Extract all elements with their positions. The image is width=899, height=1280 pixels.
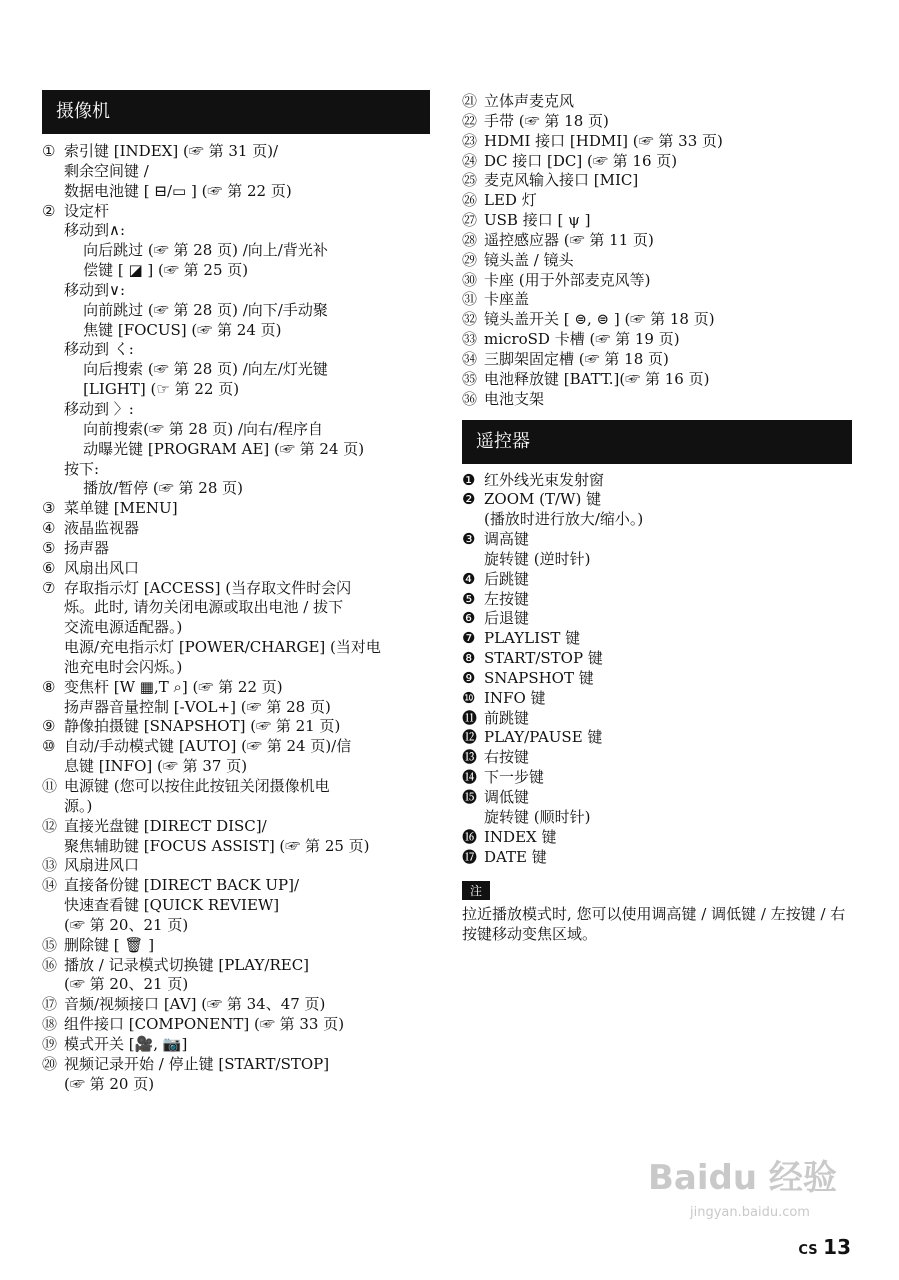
item-number: ⓭ [462,748,478,767]
item-text: 向前跳过 (☞ 第 28 页) /向下/手动聚 [64,300,328,319]
item-text: 音频/视频接口 [AV] (☞ 第 34、47 页) [64,995,326,1014]
list-item [462,629,852,649]
item-number: ⑮ [42,935,58,954]
list-item [42,281,430,301]
item-number: ❻ [462,609,476,628]
list-item [462,728,852,748]
item-text: START/STOP 键 [484,649,603,668]
item-number [462,550,484,570]
item-text: 移动到 く: [64,340,134,359]
item-text: (播放时进行放大/缩小。) [484,510,644,529]
note-label: 注 [462,881,490,900]
item-number: ② [42,201,56,220]
item-text: 手带 (☞ 第 18 页) [484,111,609,130]
item-text: 下一步键 [484,768,545,787]
item-text: (☞ 第 20 页) [64,1074,155,1093]
item-number [42,420,64,440]
list-item [42,162,430,182]
list-item [42,142,430,162]
list-item [462,310,852,330]
item-text: 红外线光束发射窗 [484,470,605,489]
item-number: ❾ [462,668,476,687]
item-text: 旋转键 (顺时针) [484,807,591,826]
list-item [462,788,852,808]
list-item [42,479,430,499]
item-number: ⑯ [42,955,58,974]
item-number: ㉙ [462,250,478,269]
item-number [42,182,64,202]
item-number: ❽ [462,649,476,668]
list-item [462,530,852,550]
item-number: ① [42,142,56,160]
item-text: 数据电池键 [ ⊟/▭ ] (☞ 第 22 页) [64,181,292,200]
list-item [462,92,852,112]
item-number: ⑧ [42,677,56,696]
list-item [42,519,430,539]
item-text: 移动到 〉: [64,399,134,418]
list-item [42,440,430,460]
list-item [462,609,852,629]
item-text: 快速查看键 [QUICK REVIEW] [64,896,280,915]
item-number: ⑲ [42,1034,58,1053]
watermark-url: jingyan.baidu.com [690,1205,810,1220]
item-number [42,460,64,480]
list-item [42,737,430,757]
item-text: 变焦杆 [W ▦,T ⌕] (☞ 第 22 页) [64,677,283,696]
list-item [42,539,430,559]
item-number: ㉑ [462,92,478,110]
item-text: 播放/暂停 (☞ 第 28 页) [64,479,243,498]
list-item [42,460,430,480]
item-text: 视频记录开始 / 停止键 [START/STOP] [64,1054,330,1073]
item-number: ❿ [462,688,476,707]
item-text: 索引键 [INDEX] (☞ 第 31 页)/ [64,142,279,160]
item-text: 直接备份键 [DIRECT BACK UP]/ [64,876,300,895]
page-number-value: 13 [823,1235,851,1259]
item-number: ⓬ [462,728,478,747]
item-number: ⑫ [42,816,58,835]
list-item [42,499,430,519]
item-number: ⓰ [462,827,478,846]
item-text: 左按键 [484,589,530,608]
item-number: ❸ [462,530,476,549]
list-item [42,876,430,896]
item-number [42,380,64,400]
list-item [462,271,852,291]
item-number: ③ [42,499,56,518]
item-number: ❹ [462,569,476,588]
item-text: SNAPSHOT 键 [484,668,594,687]
list-item [462,132,852,152]
item-number: ㉓ [462,131,478,150]
item-text: 后退键 [484,609,530,628]
item-number: ㉜ [462,310,478,329]
item-text: 存取指示灯 [ACCESS] (当存取文件时会闪 [64,578,352,597]
item-number: ⑰ [42,995,58,1014]
list-item [42,717,430,737]
list-item [462,370,852,390]
list-item [42,698,430,718]
item-text: 三脚架固定槽 (☞ 第 18 页) [484,349,669,368]
item-text: INDEX 键 [484,827,557,846]
item-text: 按下: [64,459,100,478]
page-number [798,1235,851,1259]
list-item [462,510,852,530]
item-text: 偿键 [ ◪ ] (☞ 第 25 页) [64,261,249,280]
item-text: 播放 / 记录模式切换键 [PLAY/REC] [64,955,310,974]
item-text: 卡座盖 [484,290,530,309]
item-text: 聚焦辅助键 [FOCUS ASSIST] (☞ 第 25 页) [64,836,370,855]
item-number: ⑩ [42,737,56,756]
list-item [42,618,430,638]
item-number [42,340,64,360]
item-text: (☞ 第 20、21 页) [64,915,189,934]
item-text: 移动到∨: [64,280,126,299]
item-text: 后跳键 [484,569,530,588]
page-prefix: CS [798,1243,818,1258]
list-item [42,1055,430,1075]
item-number [42,440,64,460]
list-item [462,171,852,191]
item-text: 源。) [64,796,93,815]
watermark-logo: Baidu 经验 [648,1158,837,1198]
item-number: ㉞ [462,349,478,368]
list-item [42,420,430,440]
left-column [42,90,430,1095]
item-number [42,837,64,857]
item-number: ❶ [462,470,476,489]
list-item [42,678,430,698]
list-item [42,817,430,837]
list-item [462,748,852,768]
item-text: HDMI 接口 [HDMI] (☞ 第 33 页) [484,131,723,150]
item-text: 菜单键 [MENU] [64,499,178,518]
item-number: ㉝ [462,330,478,349]
item-number: ⑪ [42,777,58,795]
list-item [42,321,430,341]
item-number [42,241,64,261]
item-text: 向后搜索 (☞ 第 28 页) /向左/灯光键 [64,360,328,379]
note-text: 拉近播放模式时, 您可以使用调高键 / 调低键 / 左按键 / 右按键移动变焦区域。 [462,905,846,944]
list-item [42,936,430,956]
list-item [42,1035,430,1055]
item-number: ⑨ [42,717,56,736]
item-number: ㉘ [462,230,478,249]
item-text: 自动/手动模式键 [AUTO] (☞ 第 24 页)/信 [64,737,352,756]
item-number [462,510,484,530]
item-number: ㉗ [462,211,478,230]
list-item [462,570,852,590]
list-item [462,152,852,172]
item-number [42,360,64,380]
item-number [42,321,64,341]
item-text: 删除键 [ 🗑 ] [64,935,155,954]
list-item [462,211,852,231]
item-text: 剩余空间键 / [64,161,149,180]
list-item [42,360,430,380]
list-item [42,896,430,916]
list-item [42,202,430,222]
item-text: 交流电源适配器。) [64,618,183,637]
item-text: 镜头盖开关 [ ⊜, ⊜ ] (☞ 第 18 页) [484,310,715,329]
item-number [42,221,64,241]
item-number [42,658,64,678]
item-text: 向后跳过 (☞ 第 28 页) /向上/背光补 [64,241,328,260]
list-item [42,777,430,797]
list-item [42,658,430,678]
camcorder-parts-list [42,142,430,1095]
item-number [42,916,64,936]
section-header-camcorder: 摄像机 [42,90,430,134]
list-item [462,848,852,868]
list-item [42,1075,430,1095]
item-text: 麦克风输入接口 [MIC] [484,171,639,190]
item-number [42,598,64,618]
list-item [462,231,852,251]
list-item [42,559,430,579]
item-number [42,261,64,281]
item-text: (☞ 第 20、21 页) [64,975,189,994]
item-text: 动曝光键 [PROGRAM AE] (☞ 第 24 页) [64,439,365,458]
item-text: 遥控感应器 (☞ 第 11 页) [484,230,654,249]
item-number: ⑬ [42,856,58,875]
item-number [42,400,64,420]
item-number [42,1075,64,1095]
list-item [42,856,430,876]
item-text: 旋转键 (逆时针) [484,549,591,568]
list-item [462,490,852,510]
list-item [462,471,852,491]
list-item [42,301,430,321]
item-number: ㉛ [462,290,478,309]
item-number: ⓱ [462,847,478,866]
item-text: 设定杆 [64,201,110,220]
item-number: ⑭ [42,876,58,895]
item-text: 池充电时会闪烁。) [64,657,183,676]
item-text: 电池释放键 [BATT.](☞ 第 16 页) [484,369,710,388]
item-number: ❷ [462,490,476,509]
item-number [42,281,64,301]
item-text: 立体声麦克风 [484,92,575,110]
item-number: ⑦ [42,578,56,597]
item-number: ㉟ [462,369,478,388]
item-number: ⓫ [462,708,478,727]
item-text: ZOOM (T/W) 键 [484,490,602,509]
item-number [42,162,64,182]
list-item [462,350,852,370]
item-text: microSD 卡槽 (☞ 第 19 页) [484,330,680,349]
item-text: PLAY/PAUSE 键 [484,728,603,747]
camcorder-parts-list-continued [462,92,852,410]
list-item [42,598,430,618]
list-item [42,837,430,857]
right-column [462,92,852,944]
list-item [462,689,852,709]
item-text: 右按键 [484,748,530,767]
list-item [42,579,430,599]
item-number: ❼ [462,629,476,648]
list-item [462,649,852,669]
item-text: 模式开关 [🎥, 📷] [64,1034,188,1053]
item-number: ⓮ [462,768,478,787]
list-item [462,112,852,132]
list-item [462,390,852,410]
list-item [462,709,852,729]
item-number: ㊱ [462,389,478,408]
list-item [42,956,430,976]
list-item [42,221,430,241]
list-item [462,828,852,848]
section-header-remote: 遥控器 [462,420,852,464]
item-number [42,479,64,499]
item-text: DATE 键 [484,847,547,866]
item-number: ④ [42,519,56,538]
item-text: 电池支架 [484,389,545,408]
list-item [42,241,430,261]
item-text: 烁。此时, 请勿关闭电源或取出电池 / 拔下 [64,598,344,617]
list-item [462,808,852,828]
item-number: ㉒ [462,111,478,130]
item-number [42,757,64,777]
item-text: 扬声器音量控制 [-VOL+] (☞ 第 28 页) [64,697,331,716]
item-number [42,975,64,995]
list-item [462,590,852,610]
item-number [462,808,484,828]
list-item [42,757,430,777]
list-item [462,191,852,211]
list-item [42,995,430,1015]
item-text: 焦键 [FOCUS] (☞ 第 24 页) [64,320,282,339]
list-item [462,669,852,689]
item-text: 静像拍摄键 [SNAPSHOT] (☞ 第 21 页) [64,717,341,736]
item-text: 向前搜索(☞ 第 28 页) /向右/程序自 [64,419,324,438]
item-number [42,698,64,718]
item-text: PLAYLIST 键 [484,629,581,648]
item-text: 息键 [INFO] (☞ 第 37 页) [64,757,248,776]
item-text: 调低键 [484,788,530,806]
item-text: 风扇进风口 [64,856,140,875]
list-item [42,400,430,420]
list-item [42,975,430,995]
item-number: ㉖ [462,191,478,210]
item-text: 扬声器 [64,538,110,557]
item-text: 电源键 (您可以按住此按钮关闭摄像机电 [64,777,330,795]
list-item [42,182,430,202]
item-text: [LIGHT] (☞ 第 22 页) [64,380,240,399]
item-number: ⓯ [462,788,478,806]
list-item [42,261,430,281]
item-number: ㉕ [462,171,478,190]
item-number [42,301,64,321]
item-number: ㉔ [462,151,478,170]
item-text: USB 接口 [ ψ ] [484,211,591,230]
item-text: 组件接口 [COMPONENT] (☞ 第 33 页) [64,1015,345,1034]
item-text: INFO 键 [484,688,546,707]
item-text: 移动到∧: [64,221,126,240]
item-text: LED 灯 [484,191,537,210]
item-number: ⑳ [42,1054,58,1073]
item-number: ⑤ [42,538,56,557]
item-text: 直接光盘键 [DIRECT DISC]/ [64,816,267,835]
item-number [42,797,64,817]
item-text: 前跳键 [484,708,530,727]
list-item [42,1015,430,1035]
item-number [42,638,64,658]
item-number: ⑱ [42,1015,58,1034]
list-item [462,550,852,570]
list-item [462,768,852,788]
item-text: DC 接口 [DC] (☞ 第 16 页) [484,151,678,170]
list-item [42,340,430,360]
list-item [42,638,430,658]
remote-parts-list [462,471,852,868]
item-text: 镜头盖 / 镜头 [484,250,574,269]
list-item [462,330,852,350]
list-item [42,797,430,817]
list-item [462,251,852,271]
item-number [42,618,64,638]
list-item [42,916,430,936]
item-number [42,896,64,916]
item-number: ❺ [462,589,476,608]
item-text: 卡座 (用于外部麦克风等) [484,270,651,289]
item-text: 调高键 [484,530,530,549]
item-text: 风扇出风口 [64,558,140,577]
item-text: 液晶监视器 [64,519,140,538]
item-number: ㉚ [462,270,478,289]
item-text: 电源/充电指示灯 [POWER/CHARGE] (当对电 [64,638,381,657]
item-number: ⑥ [42,558,56,577]
list-item [42,380,430,400]
list-item [462,290,852,310]
